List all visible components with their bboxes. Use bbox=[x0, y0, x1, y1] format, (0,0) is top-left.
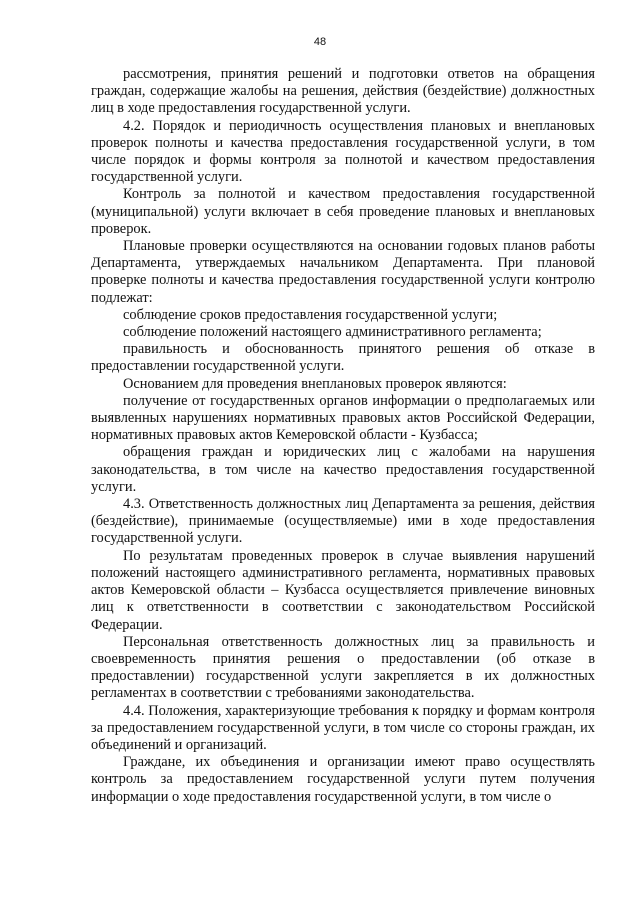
list-item: правильность и обоснованность принятого решения об отказе в предоставлении государственной услуги. bbox=[91, 341, 595, 375]
document-body bbox=[91, 66, 595, 806]
paragraph: Персональная ответственность должностных лиц за правильность и своевременность принятия решения о предоставлении (об отказе в предоставлении) государственной услуги закрепляется в их должностных регламентах в соответствии с требованиями законодательства. bbox=[91, 633, 595, 702]
list-item: соблюдение сроков предоставления государственной услуги; bbox=[123, 306, 498, 323]
paragraph: Основанием для проведения внеплановых проверок являются: bbox=[123, 375, 507, 392]
paragraph-continuation: рассмотрения, принятия решений и подготовки ответов на обращения граждан, содержащие жалобы на решения, действия (бездействие) должностных лиц в ходе предоставления государственной услуги. bbox=[91, 66, 595, 117]
paragraph: Контроль за полнотой и качеством предоставления государственной (муниципальной) услуги включает в себя проведение плановых и внеплановых проверок. bbox=[91, 186, 595, 237]
paragraph: Граждане, их объединения и организации имеют право осуществлять контроль за предоставлением государственной услуги путем получения информации о ходе предоставления государственной услуги, в том числе о bbox=[91, 754, 595, 805]
page-number: 48 bbox=[313, 36, 327, 48]
paragraph-section-4-2: 4.2. Порядок и периодичность осуществления плановых и внеплановых проверок полноты и качества предоставления государственной услуги, в том числе порядок и формы контроля за полнотой и качеством предоставления государственной услуги. bbox=[91, 117, 595, 186]
paragraph-section-4-4: 4.4. Положения, характеризующие требования к порядку и формам контроля за предоставлением государственной услуги, в том числе со стороны граждан, их объединений и организаций. bbox=[91, 702, 595, 753]
list-item: обращения граждан и юридических лиц с жалобами на нарушения законодательства, в том числе на качество предоставления государственной услуги. bbox=[91, 444, 595, 495]
paragraph: Плановые проверки осуществляются на основании годовых планов работы Департамента, утверждаемых начальником Департамента. При плановой проверке полноты и качества предоставления государственной услуги контролю подлежат: bbox=[91, 238, 595, 306]
paragraph: По результатам проведенных проверок в случае выявления нарушений положений настоящего административного регламента, нормативных правовых актов Кемеровской области – Кузбасса осуществляется привлечение виновных лиц к ответственности в соответствии с законодательством Российской Федерации. bbox=[91, 547, 595, 633]
list-item: соблюдение положений настоящего административного регламента; bbox=[123, 324, 542, 341]
paragraph-section-4-3: 4.3. Ответственность должностных лиц Департамента за решения, действия (бездействие), принимаемые (осуществляемые) ими в ходе предоставления государственной услуги. bbox=[91, 496, 595, 547]
list-item: получение от государственных органов информации о предполагаемых или выявленных нарушениях нормативных правовых актов Российской Федерации, нормативных правовых актов Кемеровской области - Кузбасса; bbox=[91, 392, 595, 444]
